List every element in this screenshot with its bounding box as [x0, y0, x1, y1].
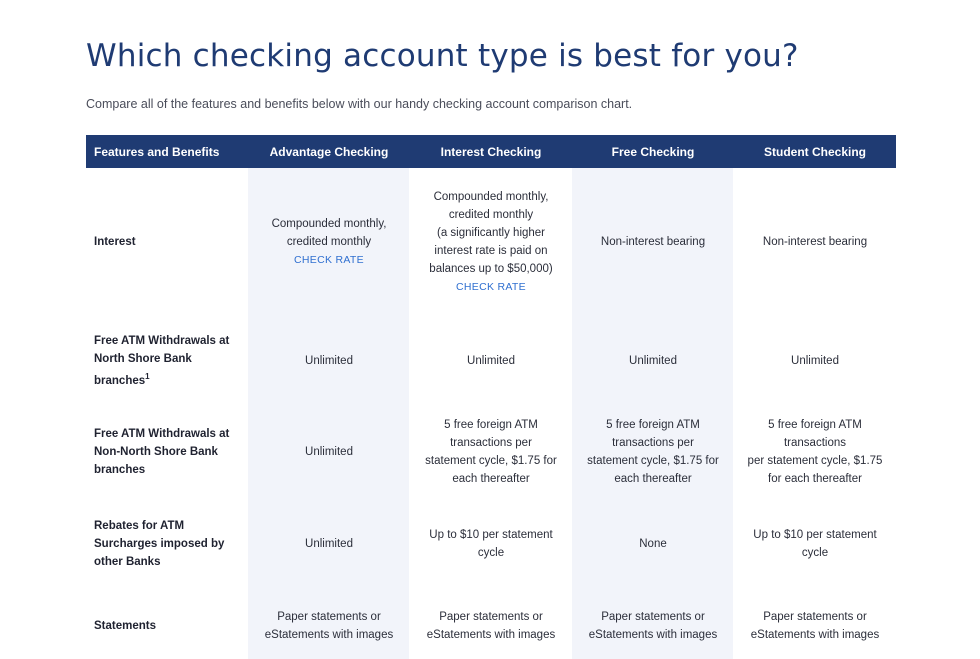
header-advantage-checking: Advantage Checking: [248, 135, 410, 168]
cell-line: cycle: [477, 547, 505, 559]
free-interest-cell: Non-interest bearing: [600, 236, 706, 248]
advantage-rebates-cell: Unlimited: [305, 538, 353, 550]
table-row: [86, 406, 896, 498]
feature-free-atm-north: [86, 316, 248, 406]
cell-line: each thereafter: [452, 473, 530, 485]
cell-line: balances up to $50,000): [429, 263, 553, 275]
interest-free-atm-non-north-cell: [410, 406, 572, 498]
cell-line: Paper statements or: [439, 611, 543, 623]
cell-line: credited monthly: [448, 209, 534, 221]
header-interest-checking: Interest Checking: [410, 135, 572, 168]
check-rate-link-advantage[interactable]: CHECK RATE: [294, 254, 364, 266]
feature-rebates: Rebates for ATM Surcharges imposed by other Banks: [94, 520, 225, 568]
feature-statements: Statements: [94, 620, 156, 632]
feature-free-atm-non-north: Free ATM Withdrawals at Non-North Shore Bank branches: [94, 428, 230, 476]
cell-line: cycle: [801, 547, 829, 559]
cell-line: Up to $10 per statement: [429, 529, 553, 541]
advantage-interest-cell: [248, 168, 410, 316]
student-interest-cell: Non-interest bearing: [762, 236, 868, 248]
student-rebates-cell: [734, 498, 896, 590]
cell-line: Compounded monthly,: [271, 218, 387, 230]
student-statements-cell: [734, 590, 896, 659]
header-free-checking: Free Checking: [572, 135, 734, 168]
cell-line: eStatements with images: [588, 629, 718, 641]
feature-interest: Interest: [94, 236, 136, 248]
cell-line: eStatements with images: [426, 629, 556, 641]
cell-line: transactions per: [612, 437, 694, 449]
feature-label: Free ATM Withdrawals at North Shore Bank branches: [94, 335, 230, 387]
cell-line: Up to $10 per statement: [753, 529, 877, 541]
cell-line: 5 free foreign ATM: [768, 419, 862, 431]
cell-line: statement cycle, $1.75 for: [425, 455, 557, 467]
cell-line: eStatements with images: [264, 629, 394, 641]
header-student-checking: Student Checking: [734, 135, 896, 168]
cell-line: transactions per: [450, 437, 532, 449]
table-row: [86, 168, 896, 316]
cell-line: Paper statements or: [763, 611, 867, 623]
free-free-atm-north-cell: Unlimited: [629, 355, 677, 367]
page-title: Which checking account type is best for you?: [86, 38, 799, 74]
cell-line: (a significantly higher: [436, 227, 546, 239]
interest-free-atm-north-cell: Unlimited: [467, 355, 515, 367]
table-header-row: [86, 135, 896, 168]
cell-line: credited monthly: [286, 236, 372, 248]
cell-line: 5 free foreign ATM: [606, 419, 700, 431]
cell-line: transactions: [783, 437, 846, 449]
cell-line: 5 free foreign ATM: [444, 419, 538, 431]
advantage-free-atm-non-north-cell: Unlimited: [305, 446, 353, 458]
cell-line: Compounded monthly,: [433, 191, 549, 203]
free-rebates-cell: None: [639, 538, 667, 550]
advantage-free-atm-north-cell: Unlimited: [305, 355, 353, 367]
cell-line: interest rate is paid on: [434, 245, 548, 257]
advantage-statements-cell: [248, 590, 410, 659]
student-free-atm-north-cell: Unlimited: [791, 355, 839, 367]
table-row: [86, 316, 896, 406]
free-statements-cell: [572, 590, 734, 659]
cell-line: per statement cycle, $1.75: [747, 455, 883, 467]
page-subtitle: Compare all of the features and benefits below with our handy checking account comparison chart.: [86, 97, 633, 111]
table-row: [86, 498, 896, 590]
check-rate-link-interest[interactable]: CHECK RATE: [456, 281, 526, 293]
student-free-atm-non-north-cell: [734, 406, 896, 498]
free-free-atm-non-north-cell: [572, 406, 734, 498]
cell-line: each thereafter: [614, 473, 692, 485]
header-features: Features and Benefits: [86, 135, 248, 168]
cell-line: for each thereafter: [768, 473, 862, 485]
cell-line: Paper statements or: [601, 611, 705, 623]
cell-line: Paper statements or: [277, 611, 381, 623]
interest-rebates-cell: [410, 498, 572, 590]
cell-line: eStatements with images: [750, 629, 880, 641]
comparison-table-container: [86, 135, 896, 659]
interest-statements-cell: [410, 590, 572, 659]
cell-line: statement cycle, $1.75 for: [587, 455, 719, 467]
table-row: [86, 590, 896, 659]
footnote-marker: 1: [145, 372, 150, 382]
interest-interest-cell: [410, 168, 572, 316]
comparison-table: [86, 135, 896, 659]
